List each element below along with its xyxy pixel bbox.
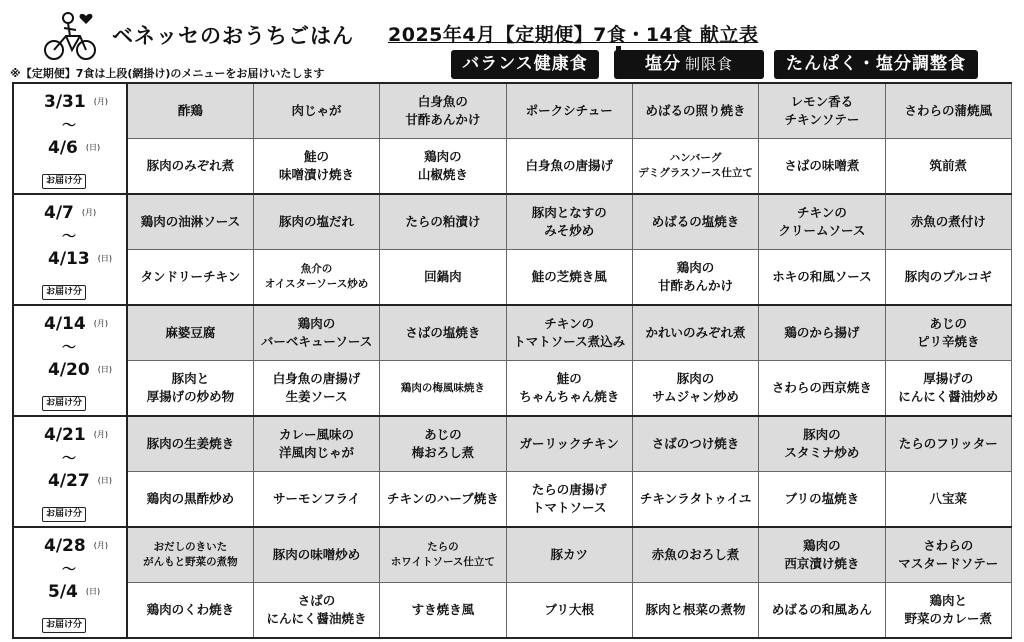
week-start-weekday: (月) bbox=[81, 208, 97, 218]
dish-cell: あじの ピリ辛焼き bbox=[885, 305, 1011, 361]
week-end-date: 4/13 bbox=[48, 249, 90, 269]
dish-cell: チキンの トマトソース煮込み bbox=[506, 305, 632, 361]
week-date-cell bbox=[13, 194, 127, 305]
week-start-weekday: (月) bbox=[93, 319, 108, 329]
week-date-cell bbox=[13, 83, 127, 194]
dish-cell: たらのフリッター bbox=[885, 416, 1011, 472]
menu-row-lower bbox=[13, 250, 1012, 306]
date-range-tilde: ～ bbox=[62, 229, 76, 245]
week-start-weekday: (月) bbox=[93, 541, 108, 551]
dish-cell: 赤魚の煮付け bbox=[885, 194, 1011, 250]
dish-cell: めばるの照り焼き bbox=[632, 83, 758, 139]
dish-cell: 豚肉の生姜焼き bbox=[127, 416, 253, 472]
date-range-tilde: ～ bbox=[62, 451, 76, 467]
dish-cell: 赤魚のおろし煮 bbox=[632, 527, 758, 583]
week-date-cell bbox=[13, 416, 127, 527]
delivery-label: お届け分 bbox=[42, 396, 86, 411]
badge-salt-sub: 制限食 bbox=[684, 55, 733, 73]
date-range-tilde: ～ bbox=[62, 118, 76, 134]
dish-cell: 豚肉となすの みそ炒め bbox=[506, 194, 632, 250]
date-range-tilde: ～ bbox=[62, 340, 76, 356]
brand-name: ベネッセのおうちごはん bbox=[112, 24, 354, 48]
dish-cell: 鶏肉の梅風味焼き bbox=[380, 361, 506, 417]
dish-cell: さわらの西京焼き bbox=[759, 361, 885, 417]
week-start-weekday: (月) bbox=[93, 430, 108, 440]
dish-cell: 鮭の 味噌漬け焼き bbox=[253, 139, 379, 195]
dish-cell: 豚肉の サムジャン炒め bbox=[632, 361, 758, 417]
dish-cell: 鶏肉の バーベキューソース bbox=[253, 305, 379, 361]
dish-cell: 豚肉の塩だれ bbox=[253, 194, 379, 250]
dish-cell: ブリの塩焼き bbox=[759, 472, 885, 528]
dish-cell: たらの唐揚げ トマトソース bbox=[506, 472, 632, 528]
week-end-date: 5/4 bbox=[48, 582, 78, 602]
dish-cell: さばの味噌煮 bbox=[759, 139, 885, 195]
dish-cell: 鶏肉と 野菜のカレー煮 bbox=[885, 583, 1011, 639]
dish-cell: あじの 梅おろし煮 bbox=[380, 416, 506, 472]
dish-cell: さわらの蒲焼風 bbox=[885, 83, 1011, 139]
dish-cell: 厚揚げの にんにく醤油炒め bbox=[885, 361, 1011, 417]
week-end-weekday: (日) bbox=[85, 587, 101, 597]
dish-cell: 豚カツ bbox=[506, 527, 632, 583]
week-end-weekday: (日) bbox=[97, 254, 112, 264]
date-range-tilde: ～ bbox=[62, 562, 76, 578]
dish-cell: 豚肉のみぞれ煮 bbox=[127, 139, 253, 195]
dish-cell: たらの粕漬け bbox=[380, 194, 506, 250]
menu-row-upper bbox=[13, 527, 1012, 583]
dish-cell: 回鍋肉 bbox=[380, 250, 506, 306]
dish-cell: 白身魚の 甘酢あんかけ bbox=[380, 83, 506, 139]
menu-row-upper bbox=[13, 194, 1012, 250]
dish-cell: ガーリックチキン bbox=[506, 416, 632, 472]
badge-protein: たんぱく・塩分調整食 bbox=[774, 50, 978, 79]
dish-cell: 八宝菜 bbox=[885, 472, 1011, 528]
dish-cell: チキンのハーブ焼き bbox=[380, 472, 506, 528]
week-end-date: 4/6 bbox=[48, 138, 78, 158]
dish-cell: 筑前煮 bbox=[885, 139, 1011, 195]
dish-cell: タンドリーチキン bbox=[127, 250, 253, 306]
bicycle-heart-icon bbox=[42, 8, 102, 62]
dish-cell: さわらの マスタードソテー bbox=[885, 527, 1011, 583]
dish-cell: 豚肉の スタミナ炒め bbox=[759, 416, 885, 472]
badge-balance: バランス健康食 bbox=[451, 50, 599, 79]
week-start-date: 3/31 bbox=[44, 92, 86, 112]
dish-cell: レモン香る チキンソテー bbox=[759, 83, 885, 139]
dish-cell: 鶏肉の 西京漬け焼き bbox=[759, 527, 885, 583]
badge-salt-main: 塩分 bbox=[644, 54, 681, 74]
dish-cell: 豚肉の味噌炒め bbox=[253, 527, 379, 583]
dish-cell: たらの ホワイトソース仕立て bbox=[380, 527, 506, 583]
dish-cell: ホキの和風ソース bbox=[759, 250, 885, 306]
dish-cell: 豚肉と根菜の煮物 bbox=[632, 583, 758, 639]
delivery-label: お届け分 bbox=[42, 285, 86, 300]
dish-cell: 麻婆豆腐 bbox=[127, 305, 253, 361]
dish-cell: すき焼き風 bbox=[380, 583, 506, 639]
dish-cell: かれいのみぞれ煮 bbox=[632, 305, 758, 361]
week-start-date: 4/14 bbox=[44, 314, 86, 334]
dish-cell: さばの にんにく醤油焼き bbox=[253, 583, 379, 639]
delivery-label: お届け分 bbox=[42, 618, 86, 633]
dish-cell: 魚介の オイスターソース炒め bbox=[253, 250, 379, 306]
menu-row-lower bbox=[13, 139, 1012, 195]
dish-cell: 白身魚の唐揚げ bbox=[506, 139, 632, 195]
week-date-cell bbox=[13, 305, 127, 416]
dish-cell: 酢鶏 bbox=[127, 83, 253, 139]
badge-salt bbox=[614, 50, 764, 79]
dish-cell: ポークシチュー bbox=[506, 83, 632, 139]
dish-cell: チキンの クリームソース bbox=[759, 194, 885, 250]
dish-cell: 肉じゃが bbox=[253, 83, 379, 139]
delivery-label: お届け分 bbox=[42, 174, 86, 189]
dish-cell: めばるの和風あん bbox=[759, 583, 885, 639]
dish-cell: チキンラタトゥイユ bbox=[632, 472, 758, 528]
dish-cell: 鶏肉の黒酢炒め bbox=[127, 472, 253, 528]
menu-row-lower bbox=[13, 472, 1012, 528]
dish-cell: 鮭の ちゃんちゃん焼き bbox=[506, 361, 632, 417]
week-start-date: 4/28 bbox=[44, 536, 86, 556]
week-end-weekday: (日) bbox=[85, 143, 101, 153]
dish-cell: 鶏のから揚げ bbox=[759, 305, 885, 361]
dish-cell: おだしのきいた がんもと野菜の煮物 bbox=[127, 527, 253, 583]
dish-cell: 鶏肉の 山椒焼き bbox=[380, 139, 506, 195]
menu-row-lower bbox=[13, 361, 1012, 417]
week-end-weekday: (日) bbox=[97, 365, 112, 375]
dish-cell: サーモンフライ bbox=[253, 472, 379, 528]
dish-cell: さばのつけ焼き bbox=[632, 416, 758, 472]
dish-cell: 鶏肉の 甘酢あんかけ bbox=[632, 250, 758, 306]
menu-row-upper bbox=[13, 305, 1012, 361]
week-start-weekday: (月) bbox=[93, 97, 108, 107]
dish-cell: めばるの塩焼き bbox=[632, 194, 758, 250]
dish-cell: ブリ大根 bbox=[506, 583, 632, 639]
dish-cell: 白身魚の唐揚げ 生姜ソース bbox=[253, 361, 379, 417]
week-end-date: 4/27 bbox=[48, 471, 90, 491]
delivery-label: お届け分 bbox=[42, 507, 86, 522]
dish-cell: 鶏肉の油淋ソース bbox=[127, 194, 253, 250]
dish-cell: 鮭の芝焼き風 bbox=[506, 250, 632, 306]
dish-cell: さばの塩焼き bbox=[380, 305, 506, 361]
dish-cell: カレー風味の 洋風肉じゃが bbox=[253, 416, 379, 472]
menu-row-upper bbox=[13, 416, 1012, 472]
week-end-weekday: (日) bbox=[97, 476, 112, 486]
dish-cell: 豚肉のプルコギ bbox=[885, 250, 1011, 306]
dish-cell: ハンバーグ デミグラスソース仕立て bbox=[632, 139, 758, 195]
delivery-note: ※【定期便】7食は上段(網掛け)のメニューをお届けいたします bbox=[10, 67, 325, 80]
dish-cell: 鶏肉のくわ焼き bbox=[127, 583, 253, 639]
week-start-date: 4/7 bbox=[44, 203, 74, 223]
week-date-cell bbox=[13, 527, 127, 638]
menu-row-lower bbox=[13, 583, 1012, 639]
menu-row-upper bbox=[13, 83, 1012, 139]
menu-table bbox=[12, 82, 1012, 639]
dish-cell: 豚肉と 厚揚げの炒め物 bbox=[127, 361, 253, 417]
week-start-date: 4/21 bbox=[44, 425, 86, 445]
page-title: 2025年4月【定期便】7食・14食 献立表 bbox=[388, 24, 759, 46]
week-end-date: 4/20 bbox=[48, 360, 90, 380]
